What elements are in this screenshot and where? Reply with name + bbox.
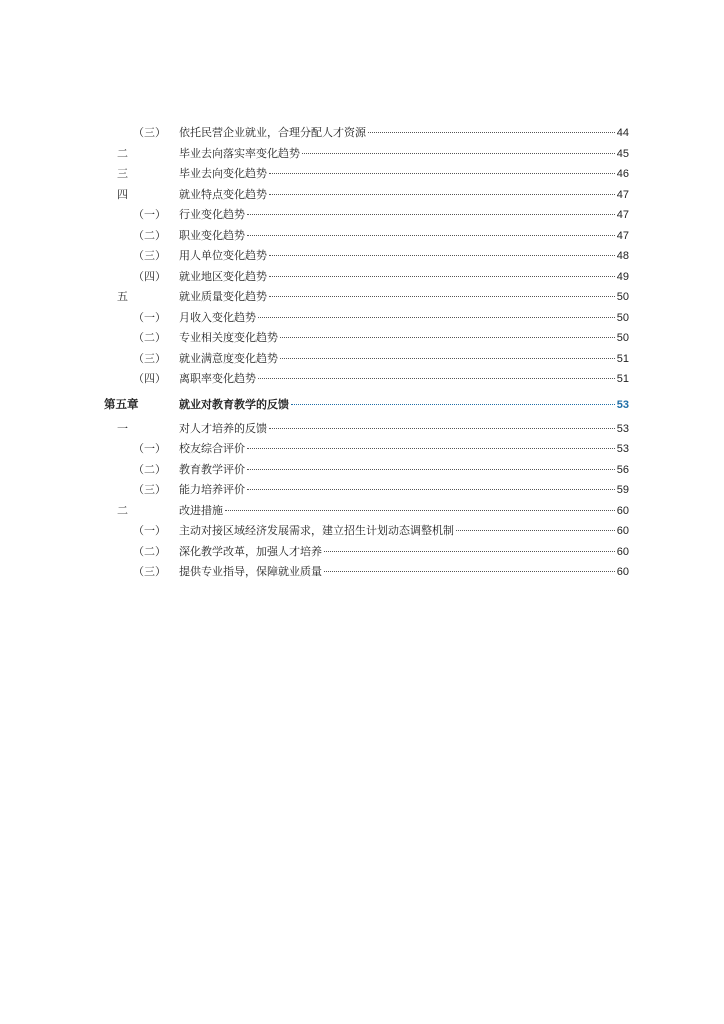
toc-entry-title: 就业特点变化趋势	[179, 187, 267, 201]
dot-leader	[247, 448, 615, 449]
toc-entry-title: 专业相关度变化趋势	[179, 331, 278, 344]
toc-entry-page-number: 47	[616, 229, 629, 242]
toc-entry-line	[179, 439, 629, 459]
toc-entry-line	[179, 391, 629, 419]
toc-entry-number: 一	[117, 421, 128, 435]
toc-entry-line	[179, 328, 629, 348]
toc-entry-number: 第五章	[104, 396, 139, 411]
toc-entry-number: （二）	[133, 462, 166, 476]
toc-entry-line	[179, 185, 629, 205]
toc-entry-number: （三）	[133, 351, 166, 365]
dot-leader	[258, 378, 615, 379]
toc-entry-line	[179, 562, 629, 582]
toc-entry-page-number: 50	[616, 291, 629, 303]
dot-leader	[258, 317, 615, 318]
toc-entry-page-number: 50	[616, 332, 629, 344]
toc-entry[interactable]	[0, 267, 724, 288]
toc-entry-line	[179, 246, 629, 266]
toc-entry-page-number: 53	[616, 422, 629, 435]
dot-leader	[247, 214, 615, 215]
toc-entry[interactable]	[0, 349, 724, 370]
toc-entry-page-number: 47	[616, 209, 629, 221]
toc-entry-line	[179, 521, 629, 541]
toc-entry-line	[179, 226, 629, 246]
toc-entry-page-number: 53	[616, 443, 629, 455]
toc-entry-line	[179, 349, 629, 369]
dot-leader	[291, 404, 615, 405]
toc-entry-number: （三）	[133, 126, 166, 139]
toc-entry[interactable]	[0, 205, 724, 226]
toc-entry-title: 月收入变化趋势	[179, 310, 256, 324]
toc-entry-title: 毕业去向变化趋势	[179, 167, 267, 180]
dot-leader	[269, 428, 615, 429]
toc-entry[interactable]	[0, 562, 724, 583]
dot-leader	[269, 255, 615, 256]
toc-entry[interactable]	[0, 185, 724, 206]
toc-entry-title: 对人才培养的反馈	[179, 421, 267, 435]
toc-entry-number: （四）	[133, 269, 166, 283]
toc-entry-number: 三	[117, 167, 128, 180]
toc-entry[interactable]	[0, 521, 724, 542]
toc-entry[interactable]	[0, 287, 724, 308]
toc-entry-page-number: 56	[616, 463, 629, 476]
toc-entry-title: 教育教学评价	[179, 462, 245, 476]
toc-entry-number: （一）	[133, 442, 166, 455]
toc-entry-line	[179, 267, 629, 287]
toc-entry[interactable]	[0, 480, 724, 501]
toc-entry-line	[179, 460, 629, 480]
toc-entry-page-number: 46	[616, 168, 629, 180]
toc-entry-title: 离职率变化趋势	[179, 372, 256, 385]
dot-leader	[269, 296, 615, 297]
toc-entry-line	[179, 144, 629, 164]
dot-leader	[269, 276, 615, 277]
toc-entry-title: 职业变化趋势	[179, 228, 245, 242]
toc-entry-page-number: 59	[616, 484, 629, 496]
toc-entry-line	[179, 501, 629, 521]
toc-entry[interactable]	[0, 164, 724, 185]
toc-entry[interactable]	[0, 460, 724, 481]
toc-entry-line	[179, 287, 629, 307]
dot-leader	[280, 337, 615, 338]
toc-entry-number: （三）	[133, 565, 166, 578]
toc-entry[interactable]	[0, 226, 724, 247]
toc-entry-number: （二）	[133, 331, 166, 344]
toc-entry-number: （三）	[133, 249, 166, 262]
toc-entry-page-number: 60	[616, 566, 629, 578]
dot-leader	[225, 510, 615, 511]
toc-entry-page-number: 44	[616, 127, 629, 139]
toc-entry-number: （三）	[133, 483, 166, 496]
toc-entry[interactable]	[0, 328, 724, 349]
toc-entry-title: 依托民营企业就业，合理分配人才资源	[179, 126, 366, 139]
dot-leader	[302, 153, 615, 154]
toc-entry[interactable]	[0, 439, 724, 460]
toc-entry-page-number: 48	[616, 250, 629, 262]
toc-entry-title: 就业满意度变化趋势	[179, 351, 278, 365]
toc-entry-number: 四	[117, 187, 128, 201]
dot-leader	[269, 194, 615, 195]
toc-entry-page-number: 51	[616, 352, 629, 365]
toc-entry[interactable]	[0, 419, 724, 440]
toc-entry-line	[179, 308, 629, 328]
dot-leader	[280, 358, 615, 359]
toc-entry-number: （四）	[133, 372, 166, 385]
dot-leader	[368, 132, 615, 133]
toc-entry[interactable]	[0, 369, 724, 390]
toc-entry[interactable]	[0, 501, 724, 522]
toc-entry-number: 二	[117, 503, 128, 517]
toc-entry-line	[179, 480, 629, 500]
toc-entry-title: 提供专业指导，保障就业质量	[179, 565, 322, 578]
toc-entry-number: （二）	[133, 228, 166, 242]
toc-entry[interactable]	[0, 542, 724, 563]
toc-entry-line	[179, 542, 629, 562]
toc-entry-title: 就业地区变化趋势	[179, 269, 267, 283]
dot-leader	[247, 469, 615, 470]
toc-entry-page-number: 47	[616, 188, 629, 201]
toc-entry-title: 毕业去向落实率变化趋势	[179, 146, 300, 160]
toc-entry-number: 二	[117, 146, 128, 160]
toc-entry-title: 用人单位变化趋势	[179, 249, 267, 262]
toc-entry-number: （一）	[133, 310, 166, 324]
toc-entry-number: （二）	[133, 544, 166, 558]
toc-entry-number: （一）	[133, 208, 166, 221]
toc-entry-page-number: 50	[616, 311, 629, 324]
dot-leader	[324, 551, 615, 552]
table-of-contents	[0, 123, 724, 583]
toc-entry[interactable]	[0, 308, 724, 329]
toc-entry-number: （一）	[133, 524, 166, 537]
dot-leader	[324, 571, 615, 572]
toc-entry-title: 主动对接区域经济发展需求，建立招生计划动态调整机制	[179, 524, 454, 537]
toc-entry[interactable]	[0, 144, 724, 165]
toc-entry-title: 能力培养评价	[179, 483, 245, 496]
toc-entry-page-number: 60	[616, 504, 629, 517]
toc-entry-line	[179, 419, 629, 439]
toc-entry-title: 行业变化趋势	[179, 208, 245, 221]
toc-entry-line	[179, 205, 629, 225]
toc-entry-title: 就业对教育教学的反馈	[179, 397, 289, 411]
toc-entry-page-number: 53	[616, 398, 629, 411]
toc-chapter-entry[interactable]	[0, 391, 724, 418]
toc-entry-page-number: 51	[616, 373, 629, 385]
toc-entry[interactable]	[0, 246, 724, 267]
toc-entry-page-number: 60	[616, 525, 629, 537]
toc-entry-line	[179, 369, 629, 389]
toc-entry-title: 深化教学改革，加强人才培养	[179, 544, 322, 558]
dot-leader	[247, 235, 615, 236]
dot-leader	[247, 489, 615, 490]
toc-entry-page-number: 45	[616, 147, 629, 160]
toc-entry-title: 改进措施	[179, 503, 223, 517]
toc-entry[interactable]	[0, 123, 724, 144]
dot-leader	[456, 530, 615, 531]
toc-entry-page-number: 60	[616, 545, 629, 558]
toc-entry-line	[179, 123, 629, 143]
toc-entry-number: 五	[117, 290, 128, 303]
toc-entry-line	[179, 164, 629, 184]
dot-leader	[269, 173, 615, 174]
toc-entry-title: 校友综合评价	[179, 442, 245, 455]
toc-entry-page-number: 49	[616, 270, 629, 283]
toc-entry-title: 就业质量变化趋势	[179, 290, 267, 303]
